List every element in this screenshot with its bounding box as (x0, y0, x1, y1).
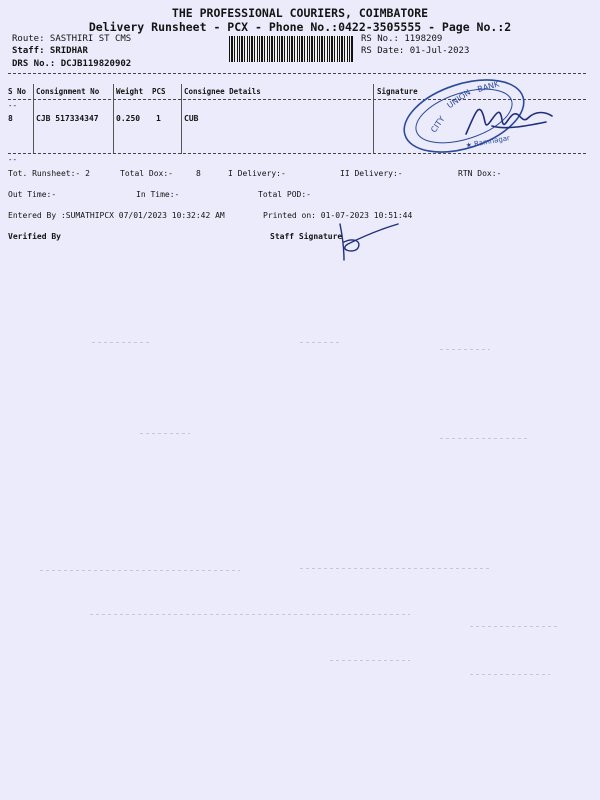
barcode-image (229, 36, 353, 62)
scan-noise (470, 626, 560, 627)
printed-on: Printed on: 01-07-2023 10:51:44 (263, 211, 413, 220)
staff-label: Staff: SRIDHAR (12, 46, 88, 56)
end-marker: -- (8, 155, 18, 164)
bank-stamp-icon (396, 76, 586, 156)
separator-line (8, 73, 586, 74)
rs-date: RS Date: 01-Jul-2023 (361, 46, 470, 56)
svg-text:BANK: BANK (476, 79, 501, 95)
column-divider (113, 84, 114, 154)
out-time: Out Time:- (8, 190, 57, 199)
svg-text:★ Ramnagar: ★ Ramnagar (465, 134, 511, 150)
svg-text:UNION: UNION (445, 87, 473, 111)
company-title: THE PROFESSIONAL COURIERS, COIMBATORE (171, 6, 429, 20)
staff-signature-label: Staff Signature (270, 232, 343, 241)
scan-noise (330, 660, 410, 661)
col-header-consignment: Consignment No (36, 87, 100, 96)
drs-number: DRS No.: DCJB119820902 (12, 59, 132, 69)
column-divider (33, 84, 34, 154)
col-header-pcs: PCS (152, 87, 166, 96)
scan-noise (440, 438, 530, 439)
i-delivery: I Delivery:- (228, 169, 286, 178)
total-dox-value: 8 (196, 169, 201, 178)
column-divider (373, 84, 374, 154)
rtn-dox: RTN Dox:- (458, 169, 502, 178)
scan-noise (40, 570, 240, 571)
row-marker: -- (8, 101, 18, 110)
column-divider (181, 84, 182, 154)
verified-by: Verified By (8, 232, 61, 241)
scan-noise (470, 674, 550, 675)
in-time: In Time:- (136, 190, 180, 199)
col-header-signature: Signature (377, 87, 418, 96)
ii-delivery: II Delivery:- (340, 169, 403, 178)
scan-noise (140, 433, 190, 434)
scan-noise (92, 342, 152, 343)
total-pod: Total POD:- (258, 190, 311, 199)
col-header-weight: Weight (116, 87, 144, 96)
rs-number: RS No.: 1198209 (361, 34, 443, 44)
runsheet-subtitle: Delivery Runsheet - PCX - Phone No.:0422-3505555 - Page No.:2 (88, 20, 512, 34)
scan-noise (440, 349, 490, 350)
entered-by: Entered By :SUMATHIPCX 07/01/2023 10:32:42 AM (8, 211, 225, 220)
route-label: Route: SASTHIRI ST CMS (12, 34, 132, 44)
staff-signature-icon (318, 220, 408, 266)
scan-noise (90, 614, 410, 615)
cell-weight: 0.250 (116, 114, 141, 123)
cell-consignment: CJB 517334347 (36, 114, 99, 123)
scan-noise (300, 342, 340, 343)
col-header-sno: S No (8, 87, 27, 96)
total-dox-label: Total Dox:- (120, 169, 173, 178)
cell-consignee: CUB (184, 114, 199, 123)
col-header-consignee: Consignee Details (184, 87, 261, 96)
scan-noise (300, 568, 490, 569)
cell-sno: 8 (8, 114, 13, 123)
tot-runsheet: Tot. Runsheet:- 2 (8, 169, 90, 178)
separator-line (8, 153, 586, 154)
svg-text:CITY: CITY (429, 114, 447, 135)
cell-pcs: 1 (156, 114, 161, 123)
